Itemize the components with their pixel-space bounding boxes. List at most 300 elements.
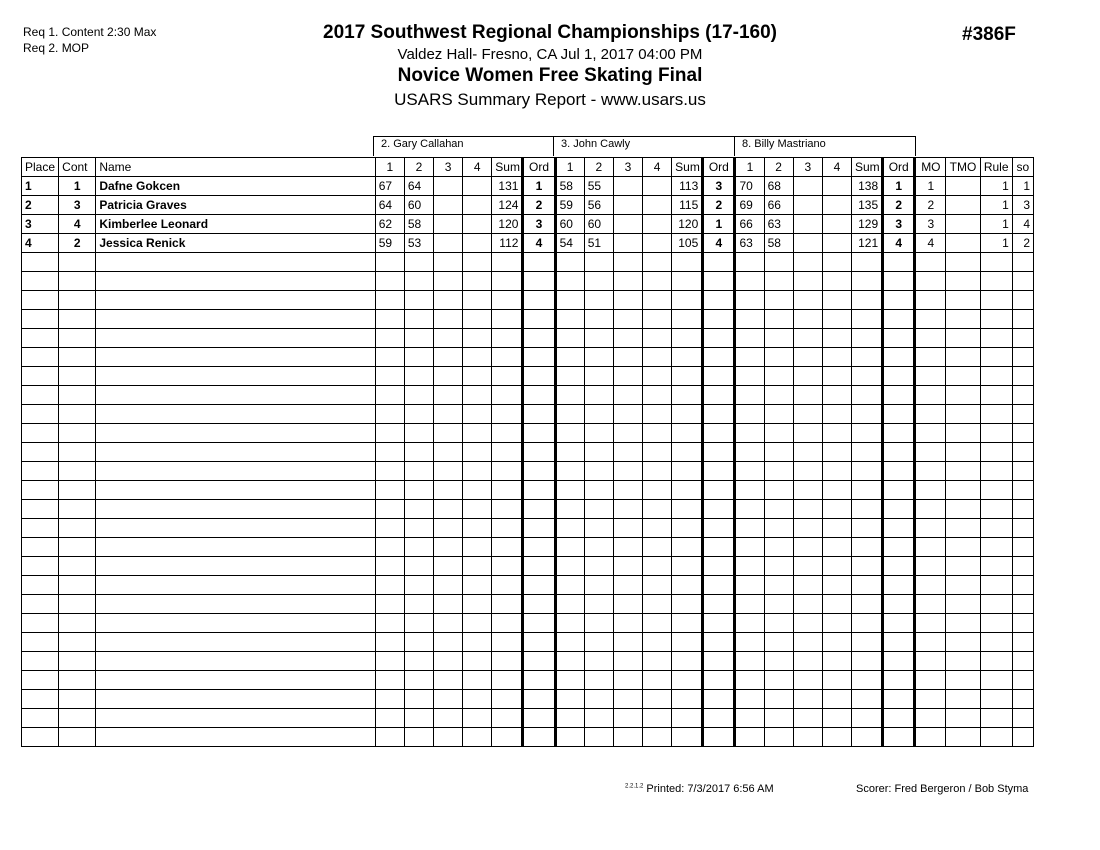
blank-cell	[822, 614, 851, 633]
blank-cell	[613, 424, 642, 443]
mo-cell: 4	[915, 234, 946, 253]
blank-cell	[793, 310, 822, 329]
mark-cell: 59	[375, 234, 404, 253]
ord-cell: 1	[703, 215, 735, 234]
blank-cell	[703, 709, 735, 728]
blank-cell	[643, 614, 672, 633]
blank-cell	[883, 272, 915, 291]
blank-cell	[375, 728, 404, 747]
blank-row	[22, 614, 1034, 633]
sum-cell: 115	[672, 196, 703, 215]
blank-cell	[822, 424, 851, 443]
blank-cell	[643, 671, 672, 690]
blank-cell	[793, 652, 822, 671]
ord-cell: 4	[883, 234, 915, 253]
blank-cell	[703, 652, 735, 671]
table-row	[22, 234, 1034, 253]
blank-cell	[492, 614, 523, 633]
blank-cell	[643, 462, 672, 481]
cont-cell: 1	[59, 177, 96, 196]
blank-cell	[584, 728, 613, 747]
blank-cell	[852, 595, 883, 614]
blank-cell	[946, 424, 980, 443]
col-name: Name	[96, 158, 375, 177]
blank-cell	[793, 367, 822, 386]
blank-cell	[555, 690, 584, 709]
blank-cell	[915, 272, 946, 291]
blank-cell	[643, 386, 672, 405]
blank-cell	[1012, 557, 1033, 576]
blank-cell	[915, 310, 946, 329]
blank-cell	[822, 386, 851, 405]
mark-cell	[434, 215, 463, 234]
blank-cell	[22, 272, 59, 291]
blank-row	[22, 690, 1034, 709]
blank-cell	[523, 500, 555, 519]
blank-cell	[22, 310, 59, 329]
venue-date: Valdez Hall- Fresno, CA Jul 1, 2017 04:00 PM	[397, 46, 703, 63]
blank-cell	[463, 557, 492, 576]
blank-cell	[980, 557, 1012, 576]
blank-cell	[915, 595, 946, 614]
blank-cell	[980, 310, 1012, 329]
blank-row	[22, 538, 1034, 557]
blank-cell	[492, 443, 523, 462]
blank-cell	[980, 633, 1012, 652]
blank-cell	[434, 633, 463, 652]
blank-cell	[915, 538, 946, 557]
blank-cell	[584, 671, 613, 690]
table-row	[22, 215, 1034, 234]
judge-header-1: 2. Gary Callahan	[373, 136, 554, 156]
blank-cell	[613, 652, 642, 671]
blank-cell	[946, 652, 980, 671]
blank-cell	[915, 500, 946, 519]
blank-cell	[22, 424, 59, 443]
blank-cell	[523, 595, 555, 614]
blank-cell	[980, 690, 1012, 709]
blank-cell	[915, 481, 946, 500]
blank-cell	[883, 500, 915, 519]
blank-cell	[915, 329, 946, 348]
blank-cell	[555, 386, 584, 405]
blank-cell	[793, 424, 822, 443]
blank-cell	[764, 652, 793, 671]
mark-cell	[613, 177, 642, 196]
blank-cell	[492, 671, 523, 690]
print-info	[625, 783, 774, 795]
table-row	[22, 196, 1034, 215]
blank-cell	[883, 576, 915, 595]
blank-row	[22, 443, 1034, 462]
blank-cell	[523, 462, 555, 481]
sum-cell: 113	[672, 177, 703, 196]
blank-cell	[523, 443, 555, 462]
blank-cell	[672, 633, 703, 652]
blank-cell	[883, 557, 915, 576]
mark-cell: 70	[735, 177, 764, 196]
sum-cell: 129	[852, 215, 883, 234]
blank-cell	[375, 538, 404, 557]
blank-cell	[613, 557, 642, 576]
blank-cell	[915, 253, 946, 272]
blank-cell	[96, 709, 375, 728]
blank-cell	[523, 386, 555, 405]
mark-cell	[793, 177, 822, 196]
blank-cell	[852, 310, 883, 329]
blank-cell	[613, 538, 642, 557]
blank-row	[22, 519, 1034, 538]
blank-cell	[735, 329, 764, 348]
judge-header-2: 3. John Cawly	[553, 136, 735, 156]
blank-row	[22, 633, 1034, 652]
blank-cell	[883, 538, 915, 557]
blank-cell	[96, 576, 375, 595]
blank-cell	[1012, 310, 1033, 329]
blank-cell	[822, 519, 851, 538]
mark-cell	[793, 234, 822, 253]
sum-cell: 105	[672, 234, 703, 253]
blank-cell	[793, 481, 822, 500]
blank-cell	[672, 329, 703, 348]
blank-cell	[980, 671, 1012, 690]
blank-cell	[555, 671, 584, 690]
blank-cell	[915, 443, 946, 462]
blank-cell	[883, 462, 915, 481]
tmo-cell	[946, 196, 980, 215]
blank-cell	[613, 728, 642, 747]
blank-cell	[96, 348, 375, 367]
blank-cell	[980, 348, 1012, 367]
blank-cell	[946, 728, 980, 747]
blank-cell	[793, 443, 822, 462]
blank-cell	[375, 272, 404, 291]
blank-cell	[643, 424, 672, 443]
blank-cell	[523, 329, 555, 348]
blank-cell	[1012, 538, 1033, 557]
blank-cell	[764, 310, 793, 329]
blank-cell	[463, 671, 492, 690]
blank-cell	[1012, 272, 1033, 291]
blank-cell	[946, 519, 980, 538]
blank-cell	[703, 291, 735, 310]
blank-cell	[703, 576, 735, 595]
blank-cell	[852, 348, 883, 367]
blank-cell	[946, 253, 980, 272]
col-mark-4: 4	[822, 158, 851, 177]
blank-cell	[22, 557, 59, 576]
blank-cell	[523, 709, 555, 728]
blank-cell	[793, 728, 822, 747]
blank-cell	[852, 272, 883, 291]
blank-cell	[822, 405, 851, 424]
ord-cell: 4	[523, 234, 555, 253]
blank-cell	[555, 709, 584, 728]
blank-cell	[59, 614, 96, 633]
blank-cell	[375, 614, 404, 633]
blank-cell	[523, 690, 555, 709]
col-tmo: TMO	[946, 158, 980, 177]
blank-cell	[852, 671, 883, 690]
mark-cell	[822, 215, 851, 234]
mark-cell: 59	[555, 196, 584, 215]
blank-cell	[672, 576, 703, 595]
blank-cell	[613, 595, 642, 614]
blank-cell	[764, 614, 793, 633]
blank-cell	[555, 272, 584, 291]
blank-cell	[764, 386, 793, 405]
blank-cell	[492, 462, 523, 481]
blank-cell	[672, 538, 703, 557]
col-ord: Ord	[523, 158, 555, 177]
blank-cell	[463, 709, 492, 728]
blank-cell	[434, 348, 463, 367]
blank-cell	[852, 633, 883, 652]
blank-cell	[946, 595, 980, 614]
col-sum: Sum	[672, 158, 703, 177]
blank-cell	[96, 595, 375, 614]
col-rule: Rule	[980, 158, 1012, 177]
blank-cell	[463, 386, 492, 405]
blank-cell	[672, 481, 703, 500]
blank-cell	[852, 329, 883, 348]
blank-cell	[463, 652, 492, 671]
blank-cell	[463, 253, 492, 272]
blank-cell	[584, 576, 613, 595]
col-mark-1: 1	[555, 158, 584, 177]
blank-cell	[404, 519, 433, 538]
blank-cell	[793, 633, 822, 652]
competition-title: 2017 Southwest Regional Championships (17-160)	[323, 22, 777, 43]
blank-cell	[375, 348, 404, 367]
blank-cell	[643, 595, 672, 614]
blank-cell	[463, 367, 492, 386]
place-cell: 2	[22, 196, 59, 215]
blank-cell	[613, 367, 642, 386]
blank-cell	[584, 253, 613, 272]
blank-cell	[883, 386, 915, 405]
blank-cell	[555, 557, 584, 576]
sum-cell: 131	[492, 177, 523, 196]
col-sum: Sum	[852, 158, 883, 177]
blank-cell	[96, 557, 375, 576]
blank-cell	[375, 386, 404, 405]
blank-cell	[59, 595, 96, 614]
col-mark-4: 4	[463, 158, 492, 177]
col-mark-3: 3	[434, 158, 463, 177]
blank-cell	[22, 481, 59, 500]
blank-cell	[883, 443, 915, 462]
blank-cell	[492, 652, 523, 671]
blank-cell	[463, 728, 492, 747]
blank-cell	[946, 481, 980, 500]
blank-cell	[703, 462, 735, 481]
blank-cell	[735, 405, 764, 424]
blank-cell	[735, 500, 764, 519]
blank-row	[22, 367, 1034, 386]
blank-cell	[764, 348, 793, 367]
blank-cell	[523, 424, 555, 443]
blank-cell	[96, 690, 375, 709]
so-cell: 1	[1012, 177, 1033, 196]
col-ord: Ord	[703, 158, 735, 177]
blank-cell	[584, 329, 613, 348]
col-mark-2: 2	[404, 158, 433, 177]
blank-cell	[434, 443, 463, 462]
blank-row	[22, 481, 1034, 500]
blank-cell	[22, 690, 59, 709]
blank-cell	[1012, 633, 1033, 652]
blank-cell	[434, 652, 463, 671]
blank-cell	[434, 462, 463, 481]
mark-cell: 53	[404, 234, 433, 253]
blank-cell	[613, 671, 642, 690]
blank-cell	[672, 462, 703, 481]
blank-cell	[946, 557, 980, 576]
table-row	[22, 177, 1034, 196]
col-mark-3: 3	[613, 158, 642, 177]
blank-cell	[852, 424, 883, 443]
blank-cell	[404, 253, 433, 272]
blank-cell	[915, 633, 946, 652]
blank-cell	[980, 709, 1012, 728]
blank-cell	[492, 481, 523, 500]
blank-cell	[613, 481, 642, 500]
blank-cell	[584, 595, 613, 614]
blank-cell	[463, 538, 492, 557]
blank-cell	[946, 709, 980, 728]
blank-cell	[555, 652, 584, 671]
sum-cell: 124	[492, 196, 523, 215]
blank-cell	[852, 538, 883, 557]
blank-cell	[555, 310, 584, 329]
blank-cell	[375, 367, 404, 386]
ord-cell: 2	[883, 196, 915, 215]
blank-cell	[613, 386, 642, 405]
blank-cell	[404, 291, 433, 310]
blank-cell	[643, 557, 672, 576]
blank-cell	[555, 424, 584, 443]
blank-cell	[375, 253, 404, 272]
blank-cell	[946, 291, 980, 310]
scorer-info: Scorer: Fred Bergeron / Bob Styma	[856, 783, 1029, 795]
blank-cell	[703, 671, 735, 690]
blank-cell	[22, 595, 59, 614]
blank-cell	[946, 443, 980, 462]
blank-cell	[883, 329, 915, 348]
blank-cell	[1012, 443, 1033, 462]
blank-cell	[822, 367, 851, 386]
blank-cell	[613, 348, 642, 367]
blank-cell	[822, 481, 851, 500]
blank-cell	[980, 519, 1012, 538]
blank-cell	[463, 519, 492, 538]
blank-cell	[375, 690, 404, 709]
blank-cell	[555, 291, 584, 310]
blank-cell	[463, 443, 492, 462]
blank-cell	[703, 329, 735, 348]
blank-cell	[463, 405, 492, 424]
blank-cell	[735, 728, 764, 747]
blank-cell	[375, 709, 404, 728]
blank-cell	[852, 443, 883, 462]
blank-cell	[793, 500, 822, 519]
name-cell: Jessica Renick	[96, 234, 375, 253]
blank-cell	[434, 272, 463, 291]
blank-cell	[96, 500, 375, 519]
place-cell: 3	[22, 215, 59, 234]
blank-cell	[463, 348, 492, 367]
blank-cell	[613, 614, 642, 633]
mark-cell: 66	[735, 215, 764, 234]
blank-row	[22, 595, 1034, 614]
blank-cell	[404, 500, 433, 519]
blank-cell	[96, 329, 375, 348]
blank-cell	[735, 633, 764, 652]
blank-cell	[434, 405, 463, 424]
blank-cell	[946, 329, 980, 348]
blank-cell	[59, 500, 96, 519]
blank-cell	[96, 386, 375, 405]
blank-cell	[584, 367, 613, 386]
blank-cell	[735, 462, 764, 481]
blank-cell	[375, 481, 404, 500]
blank-cell	[59, 652, 96, 671]
blank-cell	[22, 386, 59, 405]
blank-cell	[672, 614, 703, 633]
name-cell: Dafne Gokcen	[96, 177, 375, 196]
sum-cell: 121	[852, 234, 883, 253]
requirement-1: Req 1. Content 2:30 Max	[23, 25, 157, 39]
blank-cell	[980, 405, 1012, 424]
blank-cell	[793, 595, 822, 614]
blank-cell	[584, 272, 613, 291]
blank-cell	[915, 728, 946, 747]
blank-row	[22, 557, 1034, 576]
col-mark-4: 4	[643, 158, 672, 177]
so-cell: 3	[1012, 196, 1033, 215]
blank-cell	[852, 690, 883, 709]
blank-cell	[822, 348, 851, 367]
blank-cell	[672, 424, 703, 443]
blank-cell	[793, 576, 822, 595]
summary-table	[21, 157, 1034, 747]
blank-cell	[822, 538, 851, 557]
mo-cell: 3	[915, 215, 946, 234]
blank-cell	[96, 462, 375, 481]
mark-cell: 51	[584, 234, 613, 253]
place-cell: 1	[22, 177, 59, 196]
blank-cell	[555, 614, 584, 633]
blank-cell	[672, 253, 703, 272]
blank-cell	[946, 272, 980, 291]
blank-cell	[613, 462, 642, 481]
mark-cell	[434, 196, 463, 215]
blank-cell	[434, 595, 463, 614]
blank-cell	[703, 272, 735, 291]
blank-cell	[822, 272, 851, 291]
blank-cell	[883, 481, 915, 500]
blank-cell	[735, 310, 764, 329]
blank-cell	[672, 652, 703, 671]
blank-cell	[915, 386, 946, 405]
blank-cell	[703, 348, 735, 367]
blank-cell	[404, 386, 433, 405]
judge-header-3: 8. Billy Mastriano	[734, 136, 916, 156]
blank-cell	[883, 519, 915, 538]
blank-cell	[584, 557, 613, 576]
blank-cell	[946, 538, 980, 557]
